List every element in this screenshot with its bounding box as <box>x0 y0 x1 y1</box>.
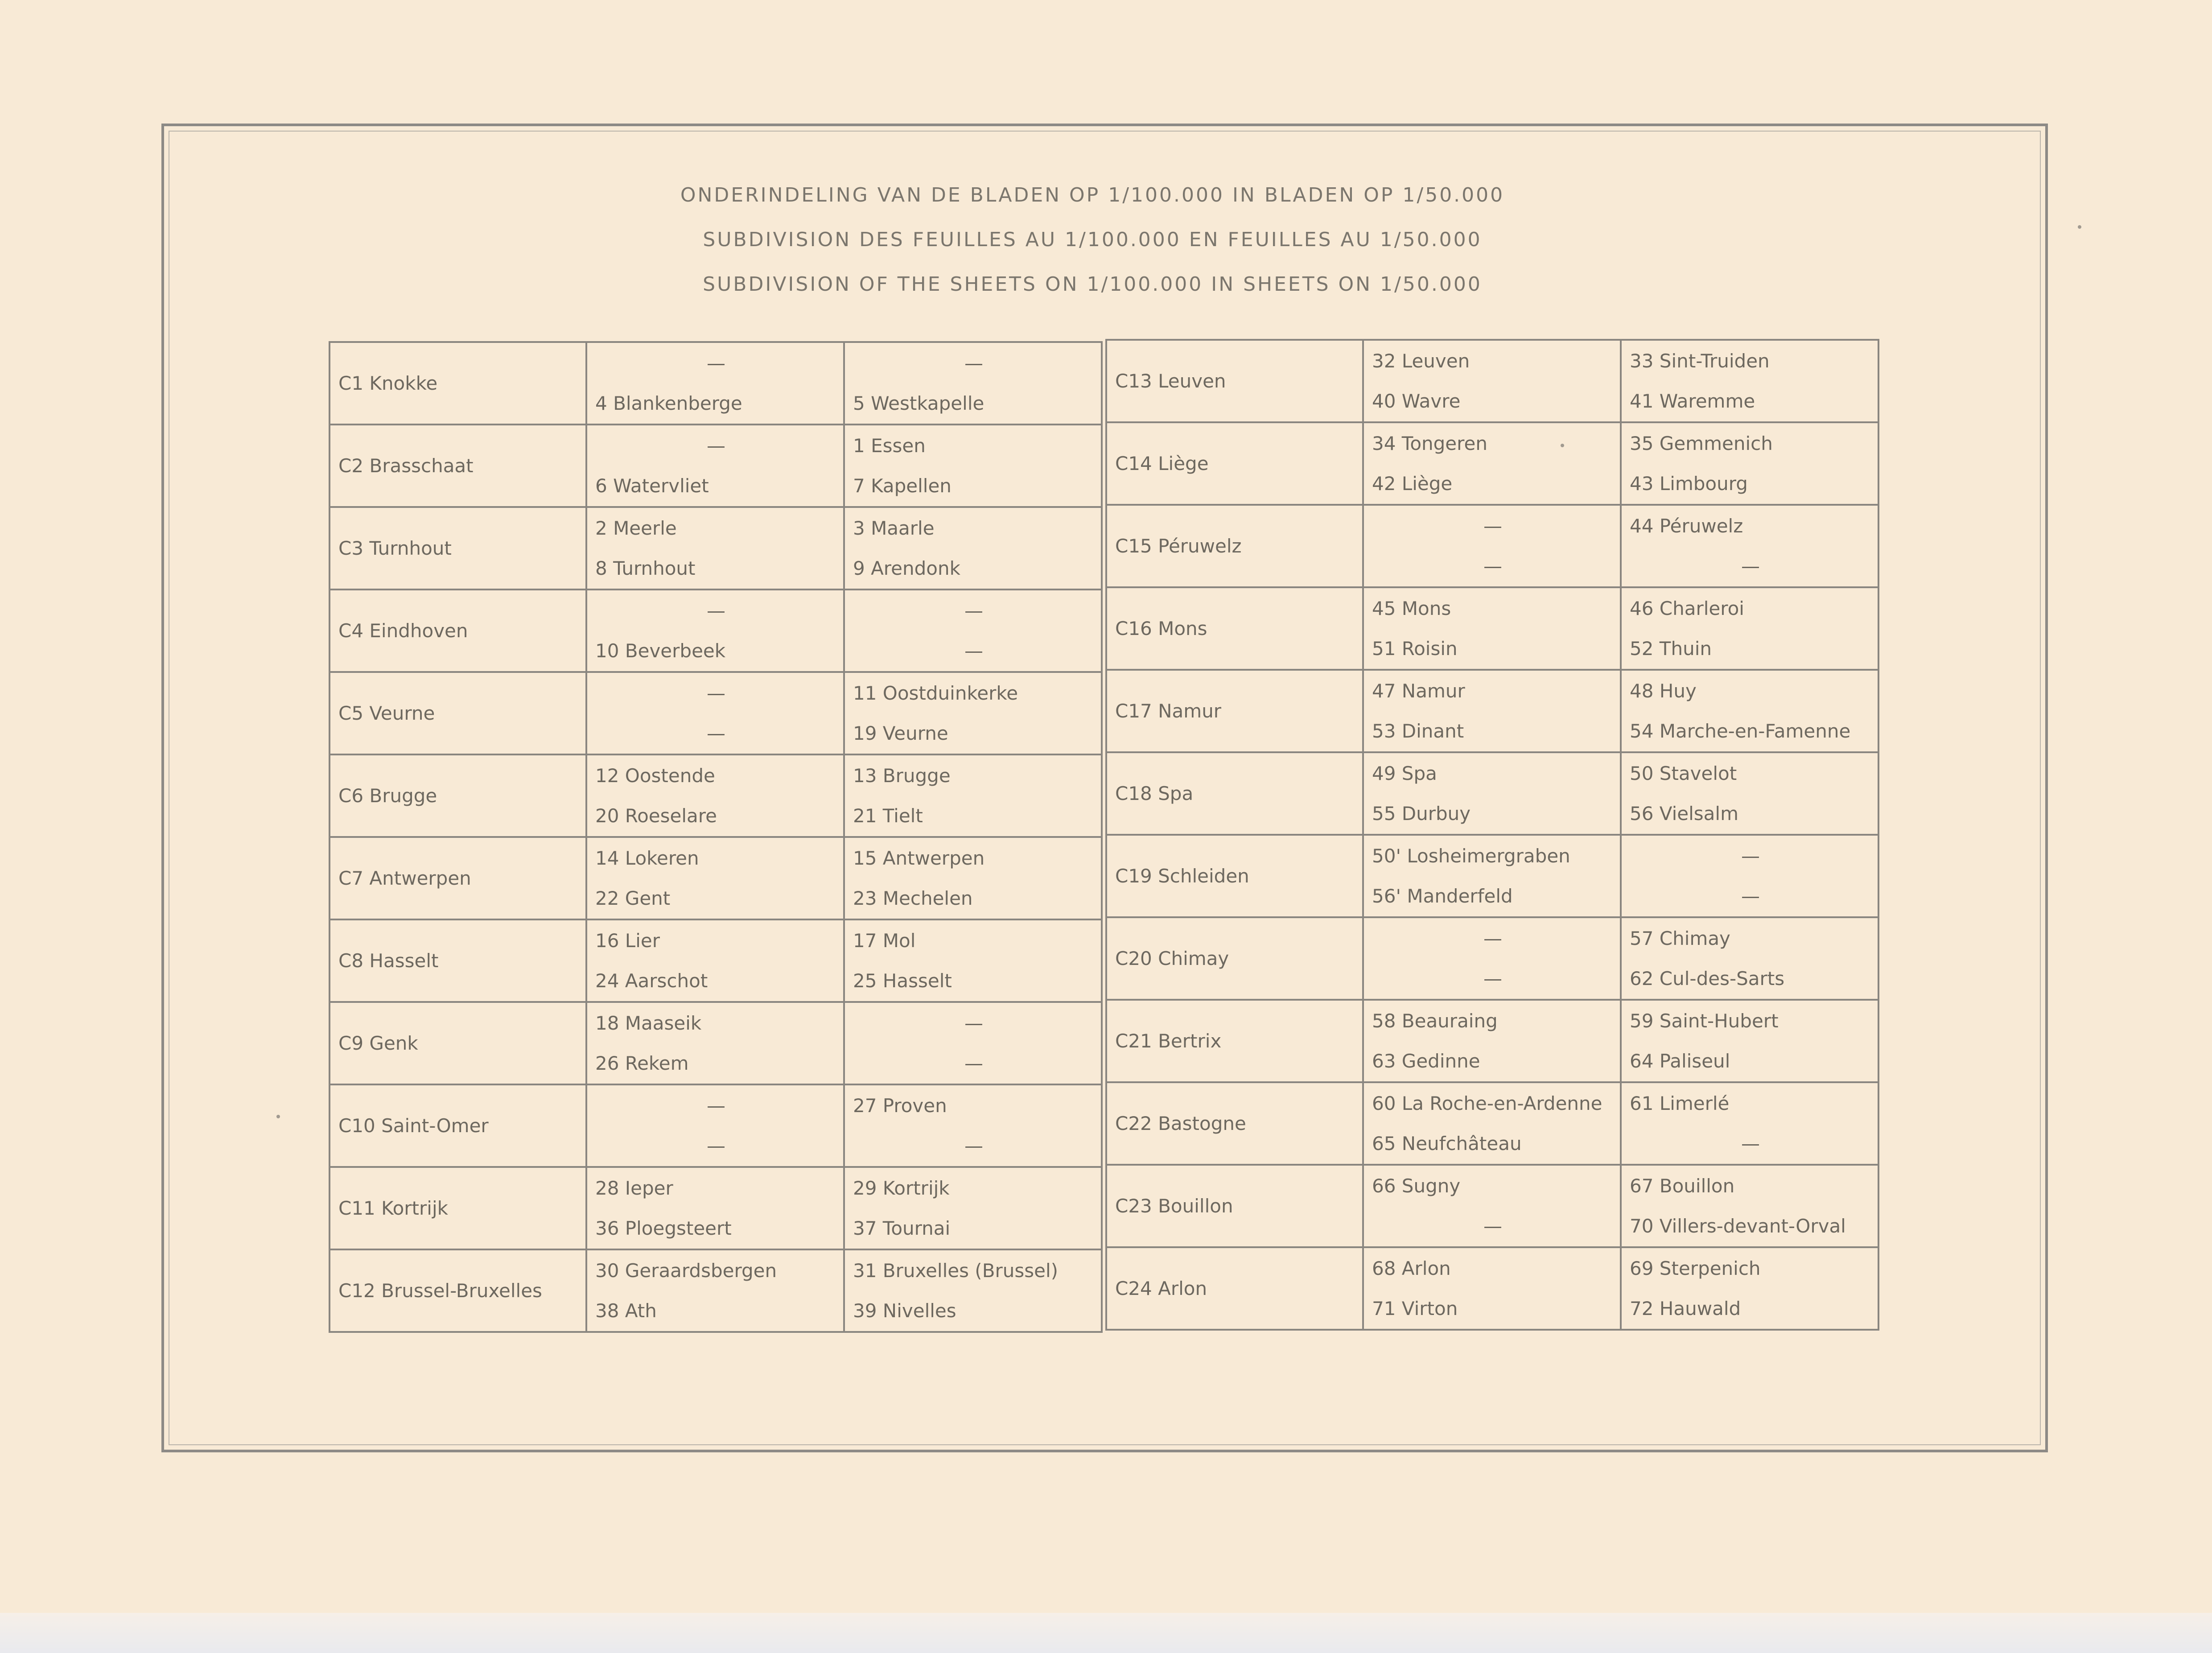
table-row <box>1106 1247 1878 1330</box>
subsheet-cell <box>1621 1247 1878 1330</box>
subsheet-label: — <box>964 639 983 662</box>
subsheet-label: — <box>1741 885 1760 907</box>
subsheet-cell <box>1363 835 1621 917</box>
table-row <box>1106 587 1878 670</box>
subsheet-label: — <box>707 722 725 744</box>
sheet-cell: C22 Bastogne <box>1106 1082 1363 1165</box>
sheet-cell: C16 Mons <box>1106 587 1363 670</box>
table-row <box>1106 1000 1878 1082</box>
subsheet-label: 56' Manderfeld <box>1372 885 1513 907</box>
sheet-cell: C4 Eindhoven <box>330 589 586 672</box>
subsheet-cell <box>844 754 1102 837</box>
subsheet-label: 14 Lokeren <box>595 847 699 869</box>
sheet-cell: C6 Brugge <box>330 754 586 837</box>
subsheet-label: — <box>1483 555 1502 577</box>
subsheet-label: 70 Villers-devant-Orval <box>1630 1215 1846 1237</box>
sheet-cell: C19 Schleiden <box>1106 835 1363 917</box>
subsheet-cell <box>1621 505 1878 587</box>
subsheet-label: 33 Sint-Truiden <box>1630 350 1770 372</box>
subsheet-label: 71 Virton <box>1372 1297 1458 1319</box>
subsheet-label: — <box>1741 845 1760 867</box>
subsheet-label: 42 Liège <box>1372 472 1453 495</box>
subsheet-cell <box>1363 587 1621 670</box>
subsheet-label: — <box>707 1134 725 1157</box>
sheet-cell: C20 Chimay <box>1106 917 1363 1000</box>
subsheet-cell <box>1621 917 1878 1000</box>
table-row <box>330 919 1102 1002</box>
subsheet-label: 7 Kapellen <box>853 474 952 497</box>
title-block <box>602 173 1583 307</box>
subsheet-label: 9 Arendonk <box>853 557 960 579</box>
subsheet-label: — <box>1741 1132 1760 1154</box>
subsheet-label: 5 Westkapelle <box>853 392 984 414</box>
table-row <box>330 1249 1102 1332</box>
subsheet-cell <box>844 1167 1102 1249</box>
subsheet-label: 23 Mechelen <box>853 887 973 909</box>
subsheet-label: 22 Gent <box>595 887 671 909</box>
table-row <box>330 589 1102 672</box>
subsheet-cell <box>1363 917 1621 1000</box>
table-row <box>1106 917 1878 1000</box>
subsheet-label: 49 Spa <box>1372 762 1437 784</box>
subsheet-label: 15 Antwerpen <box>853 847 985 869</box>
subsheet-cell <box>844 425 1102 507</box>
subsheet-cell <box>586 589 844 672</box>
subsheet-cell <box>844 672 1102 754</box>
subsheet-cell <box>1363 1082 1621 1165</box>
table-row <box>330 507 1102 589</box>
subsheet-label: 39 Nivelles <box>853 1299 956 1322</box>
subsheet-label: 25 Hasselt <box>853 969 952 992</box>
subsheet-label: 64 Paliseul <box>1630 1050 1730 1072</box>
subsheet-label: 60 La Roche-en-Ardenne <box>1372 1092 1602 1114</box>
subsheet-label: 29 Kortrijk <box>853 1177 950 1199</box>
table-row <box>330 425 1102 507</box>
sheet-cell: C11 Kortrijk <box>330 1167 586 1249</box>
paper-bottom-shadow <box>0 1613 2212 1653</box>
subsheet-label: 13 Brugge <box>853 764 951 787</box>
sheet-cell: C13 Leuven <box>1106 340 1363 422</box>
sheet-cell: C15 Péruwelz <box>1106 505 1363 587</box>
subsheet-label: 32 Leuven <box>1372 350 1470 372</box>
subsheet-label: 20 Roeselare <box>595 804 717 827</box>
table-row <box>1106 670 1878 752</box>
sheet-cell: C2 Brasschaat <box>330 425 586 507</box>
subsheet-cell <box>1363 340 1621 422</box>
subsheet-cell <box>1363 505 1621 587</box>
subsheet-label: 72 Hauwald <box>1630 1297 1741 1319</box>
subsheet-cell <box>586 1167 844 1249</box>
subsheet-label: 8 Turnhout <box>595 557 696 579</box>
subsheet-label: 37 Tournai <box>853 1217 951 1239</box>
subsheet-cell <box>844 1249 1102 1332</box>
sheet-cell: C1 Knokke <box>330 342 586 425</box>
subsheet-cell <box>1621 835 1878 917</box>
subsheet-cell <box>586 425 844 507</box>
table-row <box>1106 752 1878 835</box>
table-row <box>1106 835 1878 917</box>
subsheet-cell <box>1363 1000 1621 1082</box>
subsheet-label: — <box>707 434 725 457</box>
subsheet-label: 43 Limbourg <box>1630 472 1748 495</box>
sheet-cell: C14 Liège <box>1106 422 1363 505</box>
subsheet-label: 53 Dinant <box>1372 720 1464 742</box>
subsheet-cell <box>1363 1247 1621 1330</box>
table-row <box>1106 422 1878 505</box>
subsheet-label: 46 Charleroi <box>1630 597 1744 619</box>
subsheet-label: 31 Bruxelles (Brussel) <box>853 1259 1059 1282</box>
subsheet-label: 16 Lier <box>595 929 660 952</box>
subsheet-label: — <box>964 1052 983 1074</box>
subsheet-label: — <box>1483 927 1502 949</box>
subsheet-label: — <box>964 352 983 374</box>
subsheet-label: 50' Losheimergraben <box>1372 845 1570 867</box>
subsheet-label: 35 Gemmenich <box>1630 432 1773 454</box>
subsheet-label: 56 Vielsalm <box>1630 802 1738 824</box>
subsheet-cell <box>1363 1165 1621 1247</box>
subsheet-label: 57 Chimay <box>1630 927 1730 949</box>
subsheet-cell <box>586 1084 844 1167</box>
title-english: SUBDIVISION OF THE SHEETS ON 1/100.000 IN SHEETS ON 1/50.000 <box>703 273 1482 296</box>
subsheet-label: 28 Ieper <box>595 1177 673 1199</box>
sheet-cell: C5 Veurne <box>330 672 586 754</box>
sheet-cell: C21 Bertrix <box>1106 1000 1363 1082</box>
paper-speck <box>1561 444 1564 447</box>
title-dutch: ONDERINDELING VAN DE BLADEN OP 1/100.000 IN BLADEN OP 1/50.000 <box>680 184 1505 206</box>
subsheet-label: 68 Arlon <box>1372 1257 1451 1279</box>
subsheet-label: 59 Saint-Hubert <box>1630 1010 1779 1032</box>
subsheet-label: 27 Proven <box>853 1094 947 1117</box>
subsheet-cell <box>586 919 844 1002</box>
subsheet-label: 66 Sugny <box>1372 1175 1461 1197</box>
subsheet-label: 55 Durbuy <box>1372 802 1471 824</box>
table-row <box>330 837 1102 919</box>
subsheet-label: 19 Veurne <box>853 722 948 744</box>
subsheet-label: 12 Oostende <box>595 764 715 787</box>
table-row <box>330 1002 1102 1084</box>
subsheet-label: 69 Sterpenich <box>1630 1257 1761 1279</box>
subsheet-label: 4 Blankenberge <box>595 392 742 414</box>
subsheet-cell <box>586 507 844 589</box>
subsheet-cell <box>1363 670 1621 752</box>
subsheet-label: 47 Namur <box>1372 680 1465 702</box>
subsheet-label: 26 Rekem <box>595 1052 689 1074</box>
table-row <box>1106 1082 1878 1165</box>
subsheet-label: 50 Stavelot <box>1630 762 1737 784</box>
title-french: SUBDIVISION DES FEUILLES AU 1/100.000 EN FEUILLES AU 1/50.000 <box>703 228 1482 251</box>
sheet-cell: C9 Genk <box>330 1002 586 1084</box>
table-row <box>330 672 1102 754</box>
subsheet-cell <box>1621 422 1878 505</box>
subsheet-label: 24 Aarschot <box>595 969 708 992</box>
subsheet-cell <box>1621 1000 1878 1082</box>
subsheet-label: 45 Mons <box>1372 597 1451 619</box>
subsheet-label: 62 Cul-des-Sarts <box>1630 967 1785 989</box>
subsheet-cell <box>844 589 1102 672</box>
table-row <box>330 1084 1102 1167</box>
subsheet-cell <box>586 1002 844 1084</box>
table-row <box>330 342 1102 425</box>
subsheet-cell <box>844 342 1102 425</box>
subsheet-label: 63 Gedinne <box>1372 1050 1480 1072</box>
paper-speck <box>2078 225 2081 229</box>
subsheet-cell <box>586 1249 844 1332</box>
subsheet-cell <box>586 837 844 919</box>
sheet-cell: C7 Antwerpen <box>330 837 586 919</box>
subsheet-label: 11 Oostduinkerke <box>853 682 1018 704</box>
sheet-cell: C18 Spa <box>1106 752 1363 835</box>
sheet-cell: C12 Brussel-Bruxelles <box>330 1249 586 1332</box>
table-row <box>1106 1165 1878 1247</box>
subsheet-label: — <box>1483 515 1502 537</box>
left-subdivision-table <box>329 341 1103 1333</box>
subsheet-label: 51 Roisin <box>1372 637 1458 660</box>
subsheet-cell <box>844 1002 1102 1084</box>
subsheet-label: 58 Beauraing <box>1372 1010 1498 1032</box>
subsheet-cell <box>586 672 844 754</box>
sheet-cell: C24 Arlon <box>1106 1247 1363 1330</box>
paper-speck <box>276 1115 280 1118</box>
subsheet-label: — <box>707 682 725 704</box>
subsheet-label: — <box>1483 967 1502 989</box>
subsheet-cell <box>1621 1165 1878 1247</box>
sheet-cell: C10 Saint-Omer <box>330 1084 586 1167</box>
subsheet-label: — <box>707 1094 725 1117</box>
subsheet-label: — <box>964 1012 983 1034</box>
subsheet-label: 40 Wavre <box>1372 390 1461 412</box>
subsheet-cell <box>844 919 1102 1002</box>
subsheet-label: — <box>964 599 983 622</box>
subsheet-label: — <box>707 352 725 374</box>
subsheet-label: 18 Maaseik <box>595 1012 702 1034</box>
subsheet-label: 36 Ploegsteert <box>595 1217 732 1239</box>
sheet-cell: C8 Hasselt <box>330 919 586 1002</box>
subsheet-label: — <box>964 1134 983 1157</box>
right-subdivision-table <box>1105 339 1879 1331</box>
sheet-cell: C3 Turnhout <box>330 507 586 589</box>
subsheet-label: 17 Mol <box>853 929 916 952</box>
table-row <box>330 1167 1102 1249</box>
subsheet-cell <box>844 507 1102 589</box>
subsheet-label: — <box>1483 1215 1502 1237</box>
subsheet-cell <box>1621 340 1878 422</box>
subsheet-label: 65 Neufchâteau <box>1372 1132 1522 1154</box>
subsheet-label: 44 Péruwelz <box>1630 515 1743 537</box>
subsheet-label: 10 Beverbeek <box>595 639 726 662</box>
subsheet-cell <box>1621 1082 1878 1165</box>
table-row <box>1106 505 1878 587</box>
subsheet-label: 3 Maarle <box>853 517 935 539</box>
table-row <box>1106 340 1878 422</box>
subsheet-label: 67 Bouillon <box>1630 1175 1735 1197</box>
subsheet-cell <box>586 342 844 425</box>
subsheet-label: 41 Waremme <box>1630 390 1755 412</box>
subsheet-label: 34 Tongeren <box>1372 432 1487 454</box>
sheet-cell: C17 Namur <box>1106 670 1363 752</box>
subsheet-label: 52 Thuin <box>1630 637 1712 660</box>
subsheet-label: 6 Watervliet <box>595 474 709 497</box>
subsheet-cell <box>844 837 1102 919</box>
subsheet-label: 61 Limerlé <box>1630 1092 1730 1114</box>
subsheet-cell <box>1363 422 1621 505</box>
subsheet-label: — <box>707 599 725 622</box>
subsheet-label: 2 Meerle <box>595 517 677 539</box>
subsheet-cell <box>1621 752 1878 835</box>
subsheet-label: 54 Marche-en-Famenne <box>1630 720 1851 742</box>
subsheet-cell <box>1621 670 1878 752</box>
subsheet-label: — <box>1741 555 1760 577</box>
subsheet-label: 21 Tielt <box>853 804 923 827</box>
sheet-cell: C23 Bouillon <box>1106 1165 1363 1247</box>
subsheet-cell <box>1363 752 1621 835</box>
table-row <box>330 754 1102 837</box>
subsheet-cell <box>844 1084 1102 1167</box>
subsheet-label: 48 Huy <box>1630 680 1697 702</box>
subsheet-cell <box>586 754 844 837</box>
subsheet-label: 30 Geraardsbergen <box>595 1259 777 1282</box>
subsheet-cell <box>1621 587 1878 670</box>
subsheet-label: 38 Ath <box>595 1299 657 1322</box>
subsheet-label: 1 Essen <box>853 434 926 457</box>
